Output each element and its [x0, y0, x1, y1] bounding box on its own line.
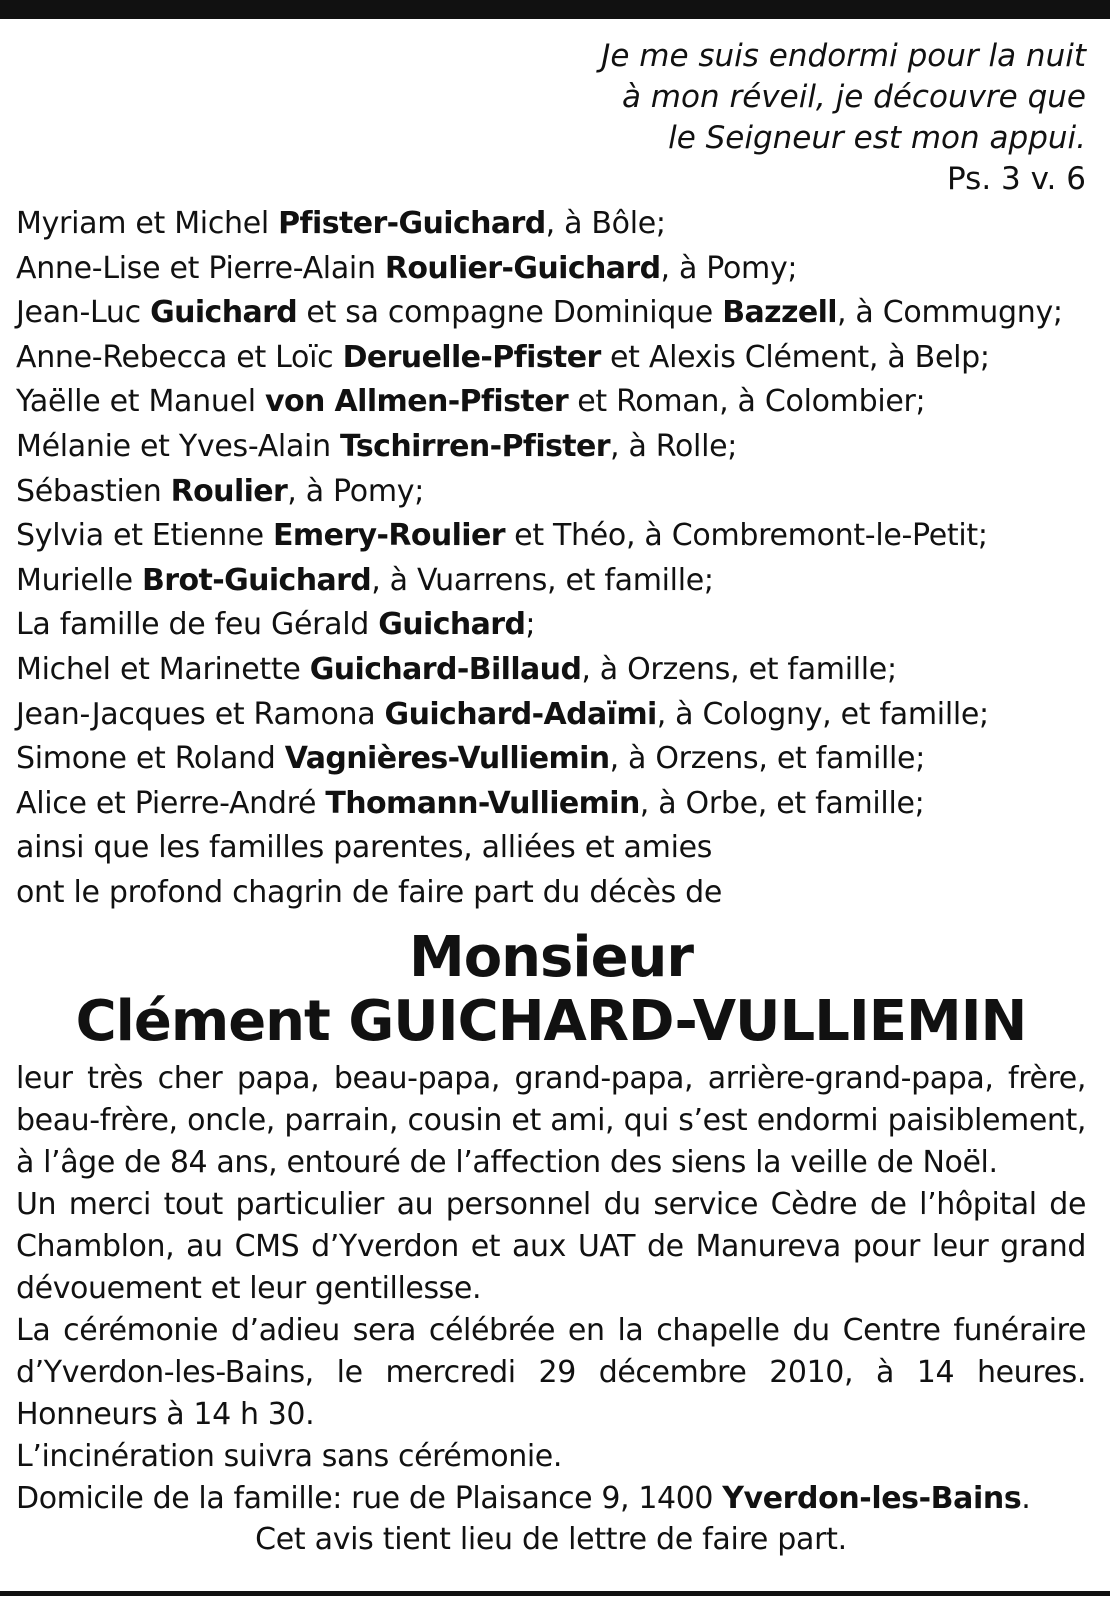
family-entry [16, 202, 1086, 247]
family-entry-text: Simone et Roland [16, 741, 285, 777]
thanks-paragraph: Un merci tout particulier au personnel du service Cèdre de l’hôpital de Chamblon, au CMS d’Yverdon et aux UAT de Manureva pour leur grand dévouement et leur gentillesse. [16, 1186, 1086, 1306]
family-entry [16, 559, 1086, 604]
family-entry-text: ; [525, 607, 536, 643]
family-entry-text: et Roman, à Colombier; [568, 384, 926, 420]
deceased-name: Clément GUICHARD-VULLIEMIN [75, 988, 1027, 1054]
family-entry-text: La famille de feu Gérald [16, 607, 379, 643]
family-surname: Guichard [150, 295, 298, 331]
family-entry [16, 514, 1086, 559]
family-entry-text: , à Bôle; [545, 206, 666, 241]
domicile-city: Yverdon-les-Bains [722, 1480, 1022, 1516]
family-entry-text: et Théo, à Combremont-le-Petit; [504, 518, 988, 554]
deceased-heading [16, 926, 1086, 1054]
family-entry [16, 336, 1086, 381]
domicile-punctuation: . [1021, 1480, 1031, 1516]
ceremony-paragraph: La cérémonie d’adieu sera célébrée en la chapelle du Centre funéraire d’Yverdon-les-Bains, le mercredi 29 décembre 2010, à 14 heures. Honneurs à 14 h 30. [16, 1312, 1086, 1432]
intro-line: ainsi que les familles parentes, alliées et amies [16, 830, 713, 866]
domicile-paragraph [16, 1478, 1086, 1520]
family-entry-text: , à Pomy; [287, 473, 425, 509]
closing-note: Cet avis tient lieu de lettre de faire part. [255, 1521, 847, 1557]
family-entry-text: Sébastien [16, 473, 171, 509]
family-entry [16, 693, 1086, 738]
family-surname: Tschirren-Pfister [340, 428, 610, 464]
psalm-verse [16, 36, 1086, 200]
family-entry-text: , à Commugny; [836, 295, 1063, 331]
family-surname: Vagnières-Vulliemin [284, 741, 610, 777]
family-entry-text: et sa compagne Dominique [297, 295, 723, 331]
family-entry-text: , à Vuarrens, et famille; [371, 562, 714, 598]
family-list [16, 202, 1086, 826]
family-entry [16, 247, 1086, 292]
family-surname: Guichard [378, 607, 526, 643]
verse-line: à mon réveil, je découvre que [621, 79, 1086, 115]
bottom-border-rule [0, 1591, 1110, 1596]
family-entry-text: et Alexis Clément, à Belp; [600, 339, 990, 375]
intro-line: ont le profond chagrin de faire part du décès de [16, 874, 723, 910]
family-entry-text: Jean-Luc [16, 295, 151, 331]
family-entry [16, 291, 1086, 336]
top-border-bar [0, 0, 1110, 19]
tribute-paragraph: leur très cher papa, beau-papa, grand-papa, arrière-grand-papa, frère, beau-frère, oncle, parrain, cousin et ami, qui s’est endormi paisiblement, à l’âge de 84 ans, entouré de l’affection des siens la veille de Noël. [16, 1060, 1086, 1180]
notice-body [16, 1058, 1086, 1520]
obituary-notice [16, 36, 1094, 1560]
family-entry-text: Mélanie et Yves-Alain [16, 428, 341, 464]
family-surname: Emery-Roulier [273, 518, 505, 554]
family-entry-text: Murielle [16, 562, 142, 598]
family-surname: Thomann-Vulliemin [325, 785, 640, 821]
family-entry-text: , à Orzens, et famille; [581, 651, 897, 687]
family-entry-text: , à Orbe, et famille; [639, 785, 925, 821]
family-surname: Pfister-Guichard [278, 206, 546, 241]
family-surname: Brot-Guichard [142, 562, 372, 598]
family-entry-text: , à Pomy; [660, 250, 798, 286]
family-surname: Guichard-Adaïmi [384, 696, 657, 732]
family-entry-text: Michel et Marinette [16, 651, 310, 687]
family-surname: Deruelle-Pfister [342, 339, 601, 375]
verse-line: Je me suis endormi pour la nuit [601, 38, 1086, 74]
verse-line: le Seigneur est mon appui. [668, 120, 1086, 156]
family-entry-text: Sylvia et Etienne [16, 518, 274, 554]
family-surname: Roulier [170, 473, 288, 509]
family-entry [16, 470, 1086, 515]
family-entry [16, 782, 1086, 827]
family-surname: Bazzell [722, 295, 837, 331]
family-entry [16, 603, 1086, 648]
family-surname: Guichard-Billaud [309, 651, 582, 687]
family-entry-text: Alice et Pierre-André [16, 785, 326, 821]
family-entry [16, 425, 1086, 470]
family-entry [16, 648, 1086, 693]
family-entry-text: , à Orzens, et famille; [609, 741, 926, 777]
deceased-title: Monsieur [408, 924, 694, 990]
family-entry [16, 737, 1086, 782]
family-entry-text: Anne-Rebecca et Loïc [16, 339, 343, 375]
family-entry-text: , à Cologny, et famille; [656, 696, 989, 732]
incineration-paragraph: L’incinération suivra sans cérémonie. [16, 1438, 563, 1474]
family-entry-text: , à Rolle; [609, 428, 738, 464]
family-entry-text: Jean-Jacques et Ramona [16, 696, 385, 732]
family-surname: Roulier-Guichard [384, 250, 661, 286]
domicile-address: Domicile de la famille: rue de Plaisance 9, 1400 [16, 1480, 723, 1516]
family-entry [16, 380, 1086, 425]
family-entry-text: Myriam et Michel [16, 206, 279, 241]
family-entry-text: Yaëlle et Manuel [16, 384, 265, 420]
verse-reference: Ps. 3 v. 6 [947, 161, 1086, 197]
family-entry-text: Anne-Lise et Pierre-Alain [16, 250, 385, 286]
family-surname: von Allmen-Pfister [264, 384, 569, 420]
